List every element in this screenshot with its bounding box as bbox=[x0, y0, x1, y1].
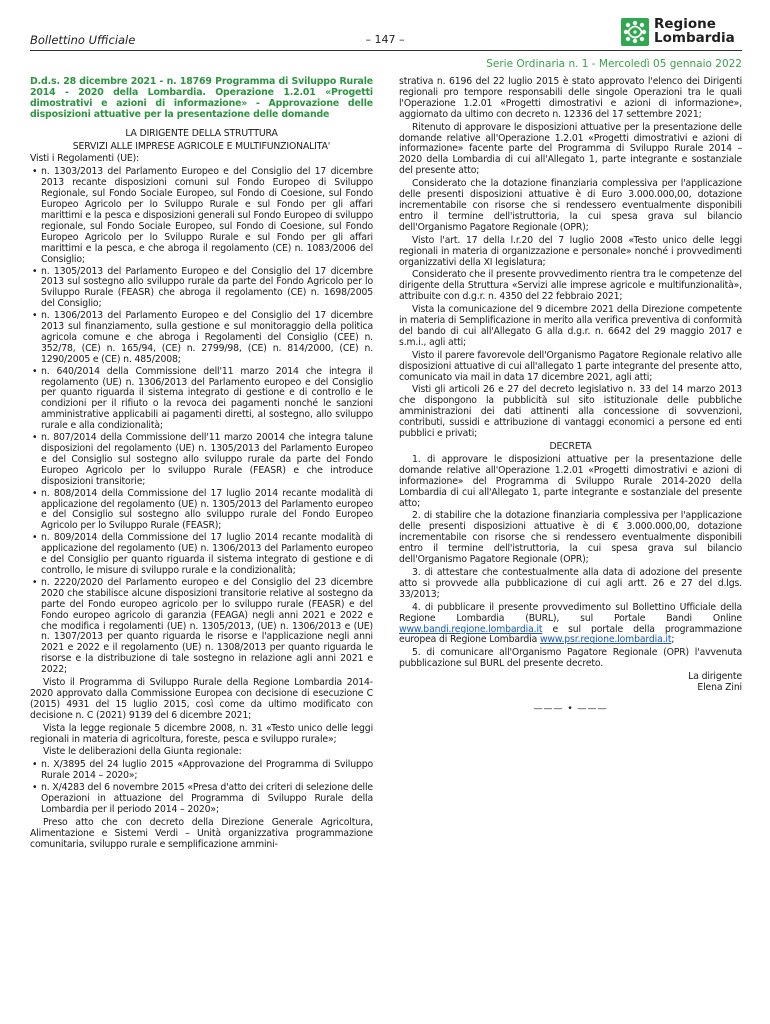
logo-line-1: Regione bbox=[654, 16, 716, 32]
logo-text bbox=[654, 17, 735, 45]
paragraph: Ritenuto di approvare le disposizioni attuative per la presentazione delle domande relative all'Operazione 1.2.01 «Progetti dimostrativi e azioni di informazione» facente parte del Programma di Sviluppo Rurale 2014 – 2020 della Lombardia di cui all'Allegato 1, parte integrante e sostanziale del presente atto; bbox=[399, 121, 742, 177]
end-separator: ——— • ——— bbox=[533, 703, 608, 714]
list-item: • n. X/3895 del 24 luglio 2015 «Approvazione del Programma di Sviluppo Rurale 2014 – 2020»; bbox=[30, 760, 373, 782]
bulletin-title: Bollettino Ufficiale bbox=[30, 33, 136, 47]
decreta-item-4 bbox=[399, 603, 742, 647]
list-item: • n. 808/2014 della Commissione del 17 luglio 2014 recante modalità di applicazione del regolamento (UE) n. 1305/2013 del Parlamento europeo e del Consiglio sul sostegno allo sviluppo rurale del Fondo Europeo Agricolo per lo Sviluppo Rurale (FEASR); bbox=[30, 489, 373, 533]
signer-name: Elena Zini bbox=[697, 682, 742, 694]
paragraph: Visto l'art. 17 della l.r.20 del 7 luglio 2008 «Testo unico delle leggi regionali in materia di organizzazione e personale» nonché i provvedimenti organizzativi della XI legislatura; bbox=[399, 234, 742, 268]
item4-text-pre: 4. di pubblicare il presente provvedimento sul Bollettino Ufficiale della Regione Lombardia (BURL), sul Portale Bandi Online bbox=[399, 601, 742, 624]
rosa-camuna-icon bbox=[621, 18, 649, 46]
authority-line-1: LA DIRIGENTE DELLA STRUTTURA bbox=[125, 127, 278, 139]
authority-line-2: SERVIZI ALLE IMPRESE AGRICOLE E MULTIFUNZIONALITA' bbox=[72, 140, 331, 152]
header-rule bbox=[30, 50, 742, 51]
list-item: • n. 2220/2020 del Parlamento europeo e del Consiglio del 23 dicembre 2020 che stabilisce alcune disposizioni transitorie relative al sostegno da parte del Fondo europeo agricolo per lo sviluppo rurale (FEASR) e del Fondo europeo agricolo di garanzia (FEAGA) negli anni 2021 e 2022 e che modifica i regolamenti (UE) n. 1305/2013, (UE) n. 1306/2013 e (UE) n. 1307/2013 per quanto riguarda le risorse e l'applicazione negli anni 2021 e 2022 e il regolamento (UE) n. 1308/2013 per quanto riguarda le risorse e la distribuzione di tale sostegno in relazione agli anni 2021 e 2022; bbox=[30, 578, 373, 676]
paragraph: Considerato che la dotazione finanziaria complessiva per l'applicazione delle presenti disposizioni attuative è di Euro 3.000.000,00, dotazione incrementabile con risorse che si rendessero eventualmente disponibili entro il termine dell'istruttoria, la cui spesa grava sul bilancio dell'Organismo Pagatore Regionale (OPR); bbox=[399, 178, 742, 233]
list-item: • n. 809/2014 della Commissione del 17 luglio 2014 recante modalità di applicazione del regolamento (UE) n. 1306/2013 del Parlamento europeo e del Consiglio per quanto riguarda il sistema integrato di gestione e di controllo, le misure di sviluppo rurale e la condizionalità; bbox=[30, 533, 373, 577]
paragraph: Considerato che il presente provvedimento rientra tra le competenze del dirigente della Struttura «Servizi alle imprese agricole e multifunzionalità», attribuite con d.g.r. n. 4350 del 22 febbraio 2021; bbox=[399, 269, 742, 303]
left-column bbox=[30, 77, 373, 853]
decreta-item: 2. di stabilire che la dotazione finanziaria complessiva per l'applicazione delle presenti disposizioni attuative è di € 3.000.000,00, dotazione incrementabile con risorse che si rendessero eventualmente disponibili entro il termine dell'istruttoria, la cui spesa grava sul bilancio dell'Organismo Pagatore Regionale (OPR); bbox=[399, 510, 742, 566]
decreta-item: 1. di approvare le disposizioni attuative per la presentazione delle domande relative all'Operazione 1.2.01 «Progetti dimostrativi e azioni di informazione» del Programma di Sviluppo Rurale 2014-2020 della Lombardia di cui all'Allegato 1, parte integrante e sostanziale del presente atto; bbox=[399, 453, 742, 509]
series-info: Serie Ordinaria n. 1 - Mercoledì 05 gennaio 2022 bbox=[486, 58, 742, 70]
paragraph: Visto il Programma di Sviluppo Rurale della Regione Lombardia 2014-2020 approvato dalla Commissione Europea con decisione di esecuzione C (2015) 4931 del 15 luglio 2015, così come da ultimo modificato con decisione n. C (2021) 9139 del 6 dicembre 2021; bbox=[30, 677, 373, 721]
list-item: • n. 1305/2013 del Parlamento Europeo e del Consiglio del 17 dicembre 2013 sul sostegno allo sviluppo rurale da parte del Fondo Agricolo per lo Sviluppo Rurale (FEASR) che abroga il regolamento (CE) n. 1698/2005 del Consiglio; bbox=[30, 267, 373, 311]
decreta-item: 3. di attestare che contestualmente alla data di adozione del presente atto si provvede alla pubblicazione di cui agli artt. 26 e 27 del d.lgs. 33/2013; bbox=[399, 566, 742, 600]
decreta-label: DECRETA bbox=[549, 441, 592, 452]
list-item: • n. 807/2014 della Commissione dell'11 marzo 20014 che integra talune disposizioni del regolamento (UE) n. 1305/2013 del Parlamento Europeo e del Consiglio sul sostegno allo sviluppo rurale da parte del Fondo Europeo Agricolo per lo sviluppo Rurale (FEASR) e che introduce disposizioni transitorie; bbox=[30, 433, 373, 488]
list-item: • n. 640/2014 della Commissione dell'11 marzo 2014 che integra il regolamento (UE) n. 1306/2013 del Parlamento europeo e del Consiglio per quanto riguarda il sistema integrato di gestione e di controllo e le condizioni per il rifiuto o la revoca dei pagamenti nonché le sanzioni amministrative applicabili ai pagamenti diretti, al sostegno, allo sviluppo rurale e alla condizionalità; bbox=[30, 367, 373, 432]
paragraph: Visto il parere favorevole dell'Organismo Pagatore Regionale relativo alle disposizioni attuative di cui all'allegato 1 parte integrante del presente atto, comunicato via mail in data 17 dicembre 2021, agli atti; bbox=[399, 349, 742, 383]
decree-heading: D.d.s. 28 dicembre 2021 - n. 18769 Programma di Sviluppo Rurale 2014 - 2020 della Lombardia. Operazione 1.2.01 «Progetti dimostrativi e azioni di informazione» - Approvazione delle disposizioni attuative per la presentazione delle domande bbox=[30, 76, 373, 120]
list-item: • n. 1306/2013 del Parlamento Europeo e del Consiglio del 17 dicembre 2013 sul finanziamento, sulla gestione e sul monitoraggio della politica agricola comune e che abroga i Regolamenti del Consiglio (CEE) n. 352/78, (CE) n. 165/94, (CE) n. 2799/98, (CE) n. 814/2000, (CE) n. 1290/2005 e (CE) n. 485/2008; bbox=[30, 311, 373, 366]
list-item: • n. 1303/2013 del Parlamento Europeo e del Consiglio del 17 dicembre 2013 recante disposizioni comuni sul Fondo Europeo di Sviluppo Regionale, sul Fondo Sociale Europeo, sul Fondo di Coesione, sul Fondo Europeo Agricolo per lo Sviluppo Rurale e sul Fondo per gli affari marittimi e la pesca e disposizioni generali sul Fondo Europeo di sviluppo regionale, sul Fondo Sociale Europeo, sul Fondo di Coesione, sul Fondo Europeo Agricolo per lo Sviluppo Rurale e sul Fondo per gli affari marittimi e la pesca, e che abroga il regolamento (CE) n. 1083/2006 del Consiglio; bbox=[30, 167, 373, 265]
item4-text-mid: e sul portale della programmazione europea di Regione Lombardia bbox=[399, 623, 742, 646]
paragraph: Vista la legge regionale 5 dicembre 2008, n. 31 «Testo unico delle leggi regionali in materia di agricoltura, foreste, pesca e sviluppo rurale»; bbox=[30, 722, 373, 745]
page-header bbox=[0, 0, 770, 70]
regione-lombardia-logo bbox=[621, 18, 743, 50]
regulations-list bbox=[30, 167, 373, 676]
right-column bbox=[399, 77, 742, 715]
paragraph: Visti gli articoli 26 e 27 del decreto legislativo n. 33 del 14 marzo 2013 che dispongono la pubblicità sul sito istituzionale delle pubbliche amministrazioni dei dati attinenti alla concessione di sovvenzioni, contributi, sussidi e attribuzione di vantaggi economici a persone ed enti pubblici e privati; bbox=[399, 384, 742, 440]
paragraph: Vista la comunicazione del 9 dicembre 2021 della Direzione competente in materia di Semplificazione in merito alla verifica preventiva di conformità del bando di cui all'Allegato G alla d.g.r. n. 6642 del 29 maggio 2017 e s.m.i., agli atti; bbox=[399, 304, 742, 348]
page-number: – 147 – bbox=[365, 33, 405, 46]
psr-link[interactable]: www.psr.regione.lombardia.it bbox=[539, 634, 672, 646]
paragraph: Viste le deliberazioni della Giunta regionale: bbox=[43, 746, 242, 758]
item4-text-post: ; bbox=[671, 634, 675, 646]
giunta-list bbox=[30, 760, 373, 816]
signer-role: La dirigente bbox=[688, 671, 742, 683]
paragraph: Preso atto che con decreto della Direzione Generale Agricoltura, Alimentazione e Sistemi Verdi – Unità organizzativa programmazione comunitaria, sviluppo rurale e semplificazione ammini- bbox=[30, 816, 373, 850]
paragraph: strativa n. 6196 del 22 luglio 2015 è stato approvato l'elenco dei Dirigenti regionali pro tempore responsabili delle singole Operazioni tra le quali l'Operazione 1.2.01 «Progetti dimostrativi e azioni di informazione», aggiornato da ultimo con decreto n. 12336 del 17 settembre 2021; bbox=[399, 76, 742, 120]
visti-intro: Visti i Regolamenti (UE): bbox=[30, 153, 140, 165]
decreta-item: 5. di comunicare all'Organismo Pagatore Regionale (OPR) l'avvenuta pubblicazione sul BURL del presente decreto. bbox=[399, 647, 742, 670]
list-item: • n. X/4283 del 6 novembre 2015 «Presa d'atto dei criteri di selezione delle Operazioni in attuazione del Programma di Sviluppo Rurale della Lombardia per il periodo 2014 – 2020»; bbox=[30, 783, 373, 816]
logo-line-2: Lombardia bbox=[654, 30, 735, 46]
bandi-link[interactable]: www.bandi.regione.lombardia.it bbox=[399, 623, 543, 635]
